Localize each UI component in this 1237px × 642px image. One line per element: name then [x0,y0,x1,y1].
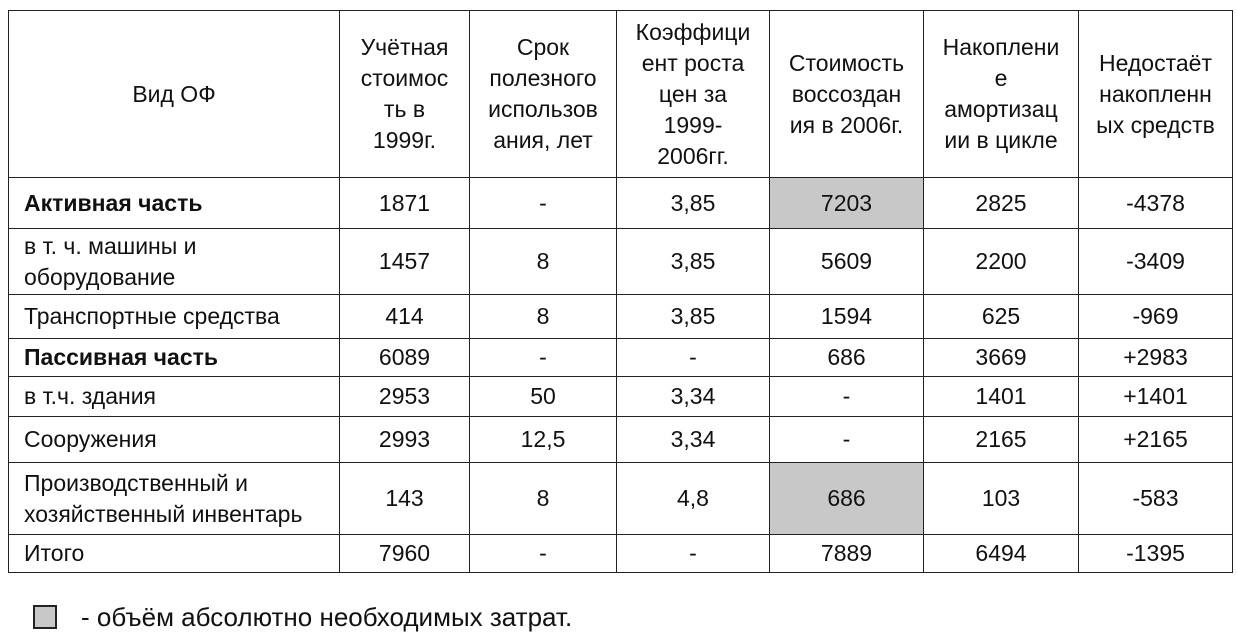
table-cell: 3,85 [617,178,770,229]
table-cell: 2993 [340,417,470,463]
table-cell: - [470,535,617,573]
table-body [9,178,1233,573]
table-cell: 1457 [340,229,470,295]
table-cell: - [470,178,617,229]
table-cell: - [617,535,770,573]
table-row [9,178,1233,229]
table-row [9,339,1233,377]
table-cell: -4378 [1079,178,1233,229]
header-cell: Вид ОФ [9,11,340,178]
table-cell: -3409 [1079,229,1233,295]
row-label: Итого [9,535,340,573]
table-cell: 143 [340,463,470,535]
table-cell: 7889 [770,535,924,573]
row-label: Сооружения [9,417,340,463]
table-cell: 3,34 [617,377,770,417]
row-label: Пассивная часть [9,339,340,377]
table-cell: 3,85 [617,229,770,295]
table-cell: 7203 [770,178,924,229]
table-cell: -583 [1079,463,1233,535]
table-cell: 2825 [924,178,1079,229]
table-cell: 3669 [924,339,1079,377]
table-cell: 1594 [770,295,924,339]
table-cell: 686 [770,463,924,535]
header-line: Недостаёт накопленн ых средств [1096,49,1215,138]
fixed-assets-table [8,10,1233,573]
table-cell: 8 [470,463,617,535]
table-cell: - [617,339,770,377]
legend [33,601,572,633]
table-row [9,417,1233,463]
table-cell: 7960 [340,535,470,573]
table-row [9,535,1233,573]
table-cell: 4,8 [617,463,770,535]
header-line: Накоплени е амортизац ии в цикле [942,34,1060,153]
table-cell: +2165 [1079,417,1233,463]
table-cell: - [770,417,924,463]
header-cell [617,11,770,178]
table-cell: 12,5 [470,417,617,463]
table-cell: +1401 [1079,377,1233,417]
table-cell: 6089 [340,339,470,377]
header-line: Коэффици ент роста цен за 1999- 2006гг. [635,18,751,169]
table-cell: 2165 [924,417,1079,463]
header-cell [770,11,924,178]
row-label: Активная часть [9,178,340,229]
table-cell: 625 [924,295,1079,339]
header-cell [340,11,470,178]
table-row [9,295,1233,339]
table-cell: +2983 [1079,339,1233,377]
header-line: Срок полезного использов ания, лет [488,34,598,153]
row-label: в т.ч. здания [9,377,340,417]
table-cell: - [770,377,924,417]
header-line: Стоимость воссоздан ия в 2006г. [788,49,905,138]
table-cell: 8 [470,229,617,295]
header-cell [1079,11,1233,178]
table-cell: 686 [770,339,924,377]
table-cell: 5609 [770,229,924,295]
row-label: Производственный и хозяйственный инвентарь [9,463,340,535]
table-row [9,463,1233,535]
table-row [9,377,1233,417]
table-cell: 2200 [924,229,1079,295]
row-label: в т. ч. машины и оборудование [9,229,340,295]
table-cell: 1871 [340,178,470,229]
table-cell: 2953 [340,377,470,417]
table-cell: 3,34 [617,417,770,463]
header-cell [924,11,1079,178]
table-cell: -969 [1079,295,1233,339]
legend-swatch [33,605,57,629]
table-cell: -1395 [1079,535,1233,573]
table-cell: 103 [924,463,1079,535]
table-row [9,229,1233,295]
header-line: Учётная стоимос ть в 1999г. [360,34,449,153]
table-cell: 1401 [924,377,1079,417]
table-cell: - [470,339,617,377]
table-cell: 3,85 [617,295,770,339]
row-label: Транспортные средства [9,295,340,339]
table-cell: 6494 [924,535,1079,573]
legend-text: - объём абсолютно необходимых затрат. [81,601,573,632]
header-row [9,11,1233,178]
table-cell: 50 [470,377,617,417]
header-cell [470,11,617,178]
table-cell: 8 [470,295,617,339]
table-cell: 414 [340,295,470,339]
